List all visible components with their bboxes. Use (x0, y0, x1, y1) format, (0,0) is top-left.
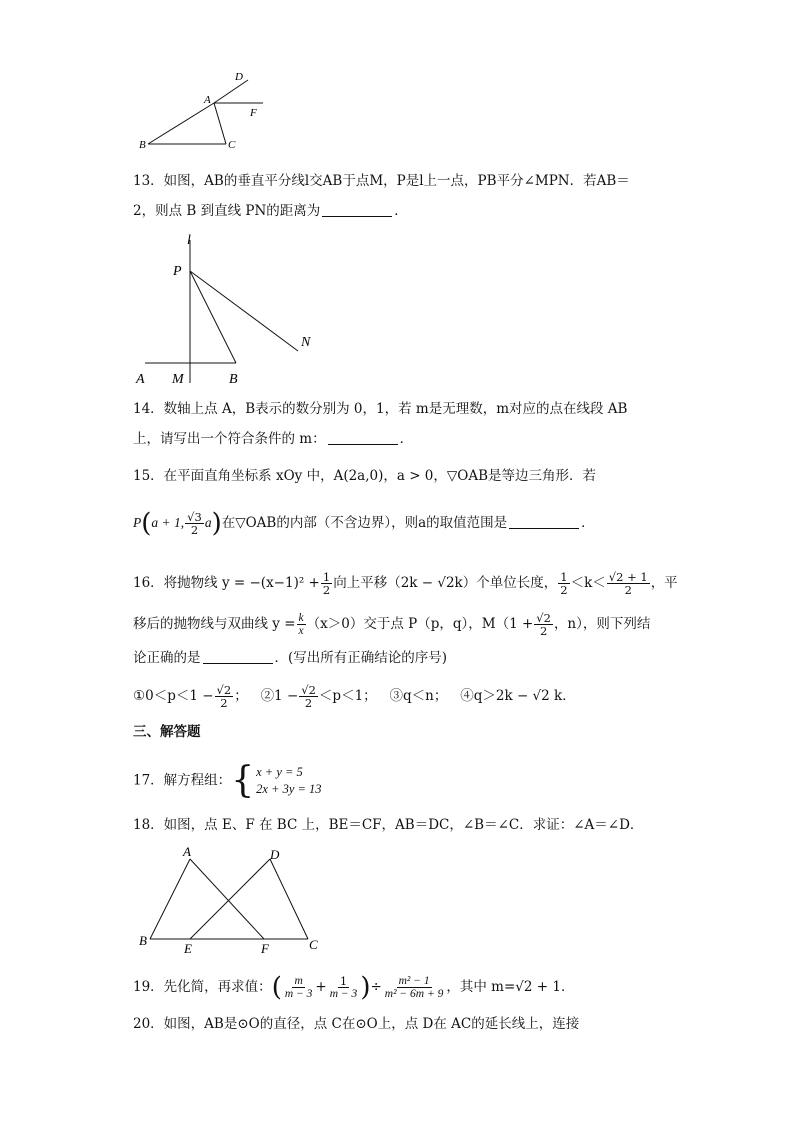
q16-line2 (133, 612, 650, 637)
q17 (133, 760, 322, 801)
q16-line3-text: 论正确的是 (133, 650, 201, 666)
paren-left: ( (141, 508, 152, 539)
label-f: F (250, 107, 257, 119)
frac-den: 2 (560, 583, 568, 597)
frac-num: √2 (536, 611, 551, 625)
option-3: ③q＜n； (389, 688, 448, 704)
label-d: D (270, 847, 280, 862)
q18-text: 18．如图，点 E、F 在 BC 上，BE＝CF，AB＝DC，∠B＝∠C．求证：∠A＝∠D． (133, 817, 644, 833)
q13-line2-end: ． (394, 203, 408, 219)
q17-text: 17．解方程组： (133, 772, 232, 789)
label-e: E (184, 941, 192, 956)
label-p: P (173, 264, 182, 279)
label-a: A (204, 94, 211, 106)
frac-den: 2 (190, 523, 199, 537)
answer-blank-q14[interactable] (328, 430, 398, 445)
point-x: a + 1, (151, 515, 185, 530)
frac-den: m − 3 (329, 988, 358, 1000)
point-p: P (133, 515, 142, 530)
label-b: B (139, 933, 147, 948)
q16-line2-end: ，n），则下列结 (553, 616, 651, 632)
q16-line3-end: ．(写出所有正确结论的序号) (274, 650, 448, 666)
fraction-1-over-m-3 (328, 975, 360, 1000)
section-heading: 三、解答题 (133, 724, 201, 740)
answer-blank-q15[interactable] (509, 514, 579, 529)
plus-sign: + (315, 979, 327, 995)
q16-parabola: 16．将抛物线 y = −(x−1)² + (133, 575, 320, 591)
equation-1: x + y = 5 (256, 765, 303, 779)
frac-den: m² − 6m + 9 (384, 988, 444, 1000)
q16-options (133, 684, 576, 709)
q16-hyperbola: 移后的抛物线与双曲线 y = (133, 616, 296, 632)
label-b: B (139, 139, 146, 151)
label-f: F (261, 941, 269, 956)
q14-line1: 14．数轴上点 A，B表示的数分别为 0，1，若 m是无理数，m对应的点在线段 AB (133, 401, 628, 417)
q15-line1: 15．在平面直角坐标系 xOy 中，A(2a,0)，a > 0，▽OAB是等边三角形．若 (133, 468, 597, 484)
segment-de (190, 859, 270, 939)
label-n: N (301, 335, 311, 350)
frac-num: √2 (301, 683, 316, 697)
label-l: l (187, 233, 191, 248)
q14-line2 (133, 429, 413, 449)
q20-text: 20．如图，AB是⊙O的直径，点 C在⊙O上，点 D在 AC的延长线上，连接 (133, 1016, 580, 1032)
frac-den: 2 (624, 583, 632, 597)
fraction-half (321, 571, 332, 596)
label-b: B (229, 372, 238, 387)
frac-num: √3 (187, 510, 202, 524)
label-d: D (235, 71, 243, 83)
paren-left: ( (271, 972, 282, 1003)
q13-line2-text: 2，则点 B 到直线 PN的距离为 (133, 203, 321, 219)
q14-line2-text: 上，请写出一个符合条件的 m： (133, 431, 326, 447)
fraction-half-k (558, 571, 569, 596)
q13-line2 (133, 201, 408, 221)
q19-text: 19．先化简，再求值： (133, 979, 272, 995)
q16-line1 (133, 571, 678, 596)
fraction-sqrt2-over-2 (215, 684, 234, 709)
segment-ab (150, 859, 190, 939)
frac-num: √2 + 1 (608, 570, 648, 584)
fraction-k-over-x (297, 612, 306, 637)
q16-points: （x＞0）交于点 P（p，q），M（1 + (306, 616, 534, 632)
segment-ba (148, 103, 214, 144)
option-4: ④q＞2k − √2 k． (460, 688, 576, 704)
point-y-tail: a (204, 515, 212, 530)
q16-k-range: ＜k＜ (570, 575, 606, 591)
segment-pb (190, 271, 236, 363)
q16-line1-end: ，平 (650, 575, 678, 591)
q14-line2-end: ． (399, 431, 414, 447)
fraction-divisor (383, 975, 446, 1000)
segment-ac (214, 103, 226, 144)
frac-num: 1 (560, 570, 568, 584)
equation-2: 2x + 3y = 13 (256, 782, 322, 796)
answer-blank-q16[interactable] (203, 649, 273, 664)
q16-line3 (133, 648, 447, 668)
option-2-end: ＜p＜1； (318, 688, 377, 704)
frac-den: 2 (539, 624, 548, 638)
equation-system (231, 760, 322, 801)
q15-line2 (133, 508, 595, 539)
q19-value: ，其中 m=√2 + 1． (446, 979, 575, 995)
divide-sign: ÷ (370, 979, 382, 995)
q19 (133, 972, 575, 1003)
frac-num: 1 (322, 570, 331, 584)
ray-pn (190, 271, 298, 351)
brace: { (231, 760, 255, 801)
frac-den: m − 3 (284, 988, 313, 1000)
figure-q18 (133, 843, 333, 958)
frac-num: √2 (216, 683, 232, 697)
fraction-sqrt2-plus-1 (607, 571, 650, 596)
label-c: C (228, 139, 236, 151)
segment-af (190, 859, 264, 939)
fraction-sqrt2-over-2 (299, 684, 318, 709)
figure-q13 (130, 228, 330, 390)
frac-den: 2 (304, 696, 313, 710)
frac-den: 2 (220, 696, 228, 710)
frac-den: x (298, 625, 304, 637)
figure-q12 (135, 68, 275, 158)
frac-num: m (294, 975, 303, 987)
option-1-end: ； (234, 688, 248, 704)
fraction-sqrt2-over-2 (534, 612, 553, 637)
q16-shift: 向上平移（2k − √2k）个单位长度， (333, 575, 558, 591)
segment-ad (214, 80, 248, 103)
q15-condition: 在▽OAB的内部（不含边界），则a的取值范围是 (221, 515, 508, 531)
q15-line2-end: ． (581, 515, 595, 531)
paren-right: ) (211, 508, 222, 539)
q13-line1: 13．如图，AB的垂直平分线l交AB于点M，P是l上一点，PB平分∠MPN．若AB＝ (133, 173, 630, 189)
frac-den: 2 (322, 583, 331, 597)
fraction-sqrt3-over-2 (185, 511, 204, 536)
fraction-m-over-m-3 (283, 975, 315, 1000)
paren-right: ) (360, 972, 371, 1003)
label-a: A (183, 844, 191, 859)
option-1: ①0＜p＜1 − (133, 688, 214, 704)
frac-num: k (298, 612, 304, 624)
segment-dc (270, 859, 308, 939)
label-a: A (136, 372, 145, 387)
frac-num: 1 (339, 974, 348, 988)
answer-blank-q13[interactable] (322, 202, 392, 217)
frac-num: m² − 1 (398, 975, 430, 987)
label-m: M (172, 372, 184, 387)
option-2: ②1 − (260, 688, 299, 704)
label-c: C (309, 937, 318, 952)
